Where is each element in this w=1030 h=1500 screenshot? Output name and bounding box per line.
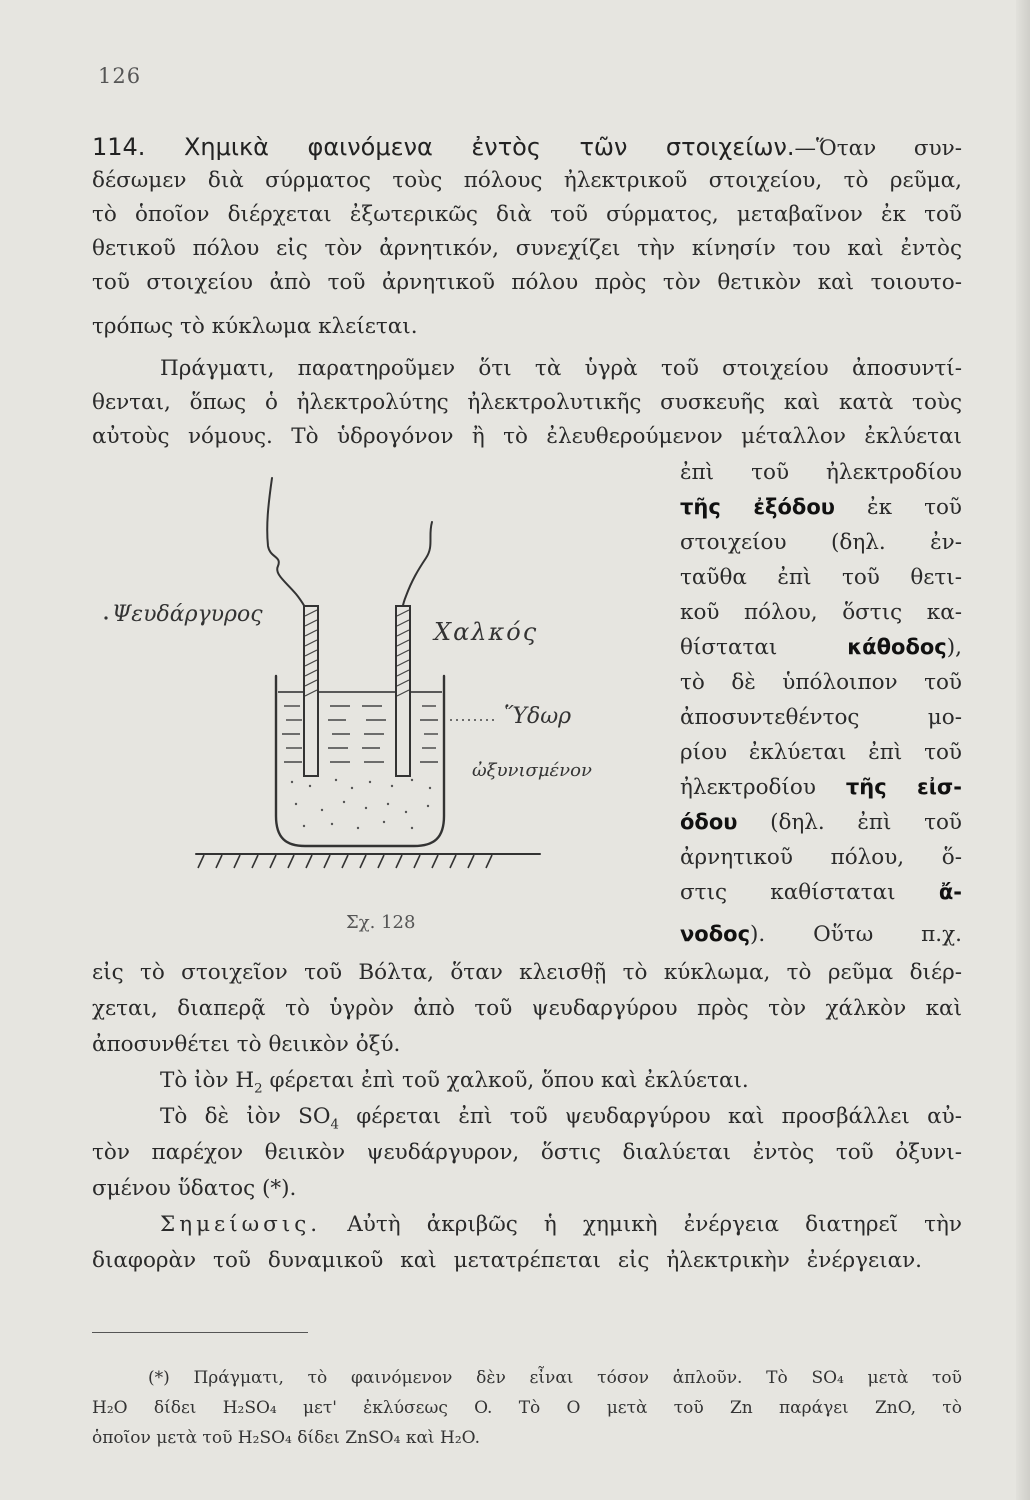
side-line-8: ἀποσυντεθέντος μο- — [680, 705, 962, 730]
acidified-label: ὠξυνισμένον — [472, 760, 592, 781]
para3-line-0: εἰς τὸ στοιχεῖον τοῦ Βόλτα, ὅταν κλεισθῇ τὸ κύκλωμα, τὸ ρεῦμα διέρ- — [92, 960, 962, 985]
side-line-3: στοιχείου (δηλ. ἐν- — [680, 530, 962, 555]
side-line-11 — [680, 806, 962, 839]
para1-line-2: τὸ ὁποῖον διέρχεται ἐξωτερικῶς διὰ τοῦ σύρματος, μεταβαῖνον ἐκ τοῦ — [92, 202, 962, 227]
para1-line-4: τοῦ στοιχείου ἀπὸ τοῦ ἀρνητικοῦ πόλου πρὸς τὸν θετικὸν καὶ τοιουτο- — [92, 270, 962, 295]
term-eisodos-cont: όδου — [680, 810, 738, 834]
para1-line-3: θετικοῦ πόλου εἰς τὸν ἀρνητικόν, συνεχίζει τὴν κίνησίν του καὶ ἐντὸς — [92, 236, 962, 261]
side-line-7: τὸ δὲ ὑπόλοιπον τοῦ — [680, 670, 962, 695]
para1-line-5: τρόπως τὸ κύκλωμα κλείεται. — [92, 314, 418, 339]
leader-dot — [104, 616, 107, 619]
side-line-13 — [680, 876, 962, 909]
para4-sub: 2 — [254, 1081, 263, 1097]
term-eisodos: τῆς εἰσ- — [845, 775, 962, 799]
para4-pre: Τὸ ἰὸν H — [160, 1068, 255, 1093]
side-line-14 — [680, 918, 962, 951]
side-line-10 — [680, 771, 962, 804]
footnote-line-2: ὁποῖον μετὰ τοῦ H₂SO₄ δίδει ZnSO₄ καὶ H₂O. — [92, 1428, 480, 1448]
water-label: Ὕδωρ — [504, 704, 572, 729]
para4-post: φέρεται ἐπὶ τοῦ χαλκοῦ, ὅπου καὶ ἐκλύεται. — [262, 1068, 749, 1093]
note-rest: Αὐτὴ ἀκριβῶς ἡ χημικὴ ἐνέργεια διατηρεῖ τὴν — [321, 1212, 962, 1237]
side-line-2-rest: ἐκ τοῦ — [867, 495, 963, 520]
side-line-11-rest: (δηλ. ἐπὶ τοῦ — [770, 810, 962, 835]
footnote-line-1: H₂O δίδει H₂SO₄ μετ' ἐκλύσεως O. Τὸ O μετὰ τοῦ Zn παράγει ZnO, τὸ — [92, 1398, 962, 1418]
figure-caption: Σχ. 128 — [346, 912, 416, 933]
para2-line-1: θενται, ὅπως ὁ ἠλεκτρολύτης ἠλεκτρολυτικῆς συσκευῆς καὶ κατὰ τοὺς — [92, 390, 962, 415]
zinc-wire — [267, 478, 309, 611]
note-line-1: διαφορὰν τοῦ δυναμικοῦ καὶ μετατρέπεται εἰς ἠλεκτρικὴν ἐνέργειαν. — [92, 1248, 922, 1273]
copper-wire — [402, 522, 432, 609]
liquid — [278, 692, 442, 762]
ground-hatching — [198, 855, 492, 868]
beaker — [276, 676, 444, 846]
copper-label: Χαλκός — [434, 618, 539, 646]
term-kathodos: κάθοδος — [847, 635, 947, 659]
footnote-rule — [92, 1332, 308, 1333]
para5-line-2: σμένου ὕδατος (*). — [92, 1176, 297, 1201]
voltaic-cell-figure — [100, 466, 592, 876]
page-edge — [1016, 0, 1030, 1500]
note-line-0 — [160, 1208, 962, 1242]
liquid-dots — [291, 779, 431, 829]
section-heading-line — [92, 130, 962, 166]
side-line-2 — [680, 491, 962, 524]
term-anodos-cont: νοδος — [680, 922, 751, 946]
term-exodos: τῆς ἐξόδου — [680, 495, 835, 519]
side-line-6-pre: θίσταται — [680, 635, 778, 660]
para5-pre: Τὸ δὲ ἰὸν SO — [160, 1104, 331, 1129]
side-line-6-post: ), — [946, 635, 962, 660]
note-label: Σημείωσις. — [160, 1212, 322, 1237]
footnote-line-0: (*) Πράγματι, τὸ φαινόμενον δὲν εἶναι τόσον ἁπλοῦν. Τὸ SO₄ μετὰ τοῦ — [148, 1368, 962, 1388]
side-line-9: ρίου ἐκλύεται ἐπὶ τοῦ — [680, 740, 962, 765]
side-line-14-rest: ). Οὕτω π.χ. — [750, 922, 962, 947]
para2-line-0: Πράγματι, παρατηροῦμεν ὅτι τὰ ὑγρὰ τοῦ στοιχείου ἀποσυντί- — [160, 356, 962, 381]
side-line-1: ἐπὶ τοῦ ἠλεκτροδίου — [680, 460, 962, 485]
side-line-10-pre: ἠλεκτροδίου — [680, 775, 816, 800]
para1-line-1: δέσωμεν διὰ σύρματος τοὺς πόλους ἠλεκτρικοῦ στοιχείου, τὸ ρεῦμα, — [92, 168, 962, 193]
para3-line-1: χεται, διαπερᾷ τὸ ὑγρὸν ἀπὸ τοῦ ψευδαργύρου πρὸς τὸν χάλκὸν καὶ — [92, 996, 962, 1021]
para5-post: φέρεται ἐπὶ τοῦ ψευδαργύρου καὶ προσβάλλει αὐ- — [338, 1104, 962, 1129]
page-number: 126 — [98, 64, 142, 88]
zinc-electrode — [304, 606, 318, 776]
side-line-5: κοῦ πόλου, ὅστις κα- — [680, 600, 962, 625]
side-line-6 — [680, 631, 962, 664]
zinc-label: Ψευδάργυρος — [112, 602, 263, 627]
para2-line-2: αὐτοὺς νόμους. Τὸ ὑδρογόνον ἢ τὸ ἐλευθερούμενον μέταλλον ἐκλύεται — [92, 424, 962, 449]
term-anodos: ἄ- — [938, 880, 962, 904]
side-line-13-pre: στις καθίσταται — [680, 880, 896, 905]
voltaic-cell-drawing — [100, 466, 580, 876]
para3-line-2: ἀποσυνθέτει τὸ θειικὸν ὀξύ. — [92, 1032, 401, 1057]
section-heading: 114. Χημικὰ φαινόμενα ἐντὸς τῶν στοιχείων. — [92, 133, 795, 161]
side-line-4: ταῦθα ἐπὶ τοῦ θετι- — [680, 565, 962, 590]
para5-line-1: τὸν παρέχον θειικὸν ψευδάργυρον, ὅστις διαλύεται ἐντὸς τοῦ ὀξυνι- — [92, 1140, 962, 1165]
copper-electrode — [396, 606, 410, 776]
para5-sub: 4 — [330, 1117, 339, 1133]
para1-line-0: —Ὅταν συν- — [794, 136, 962, 161]
side-line-12: ἀρνητικοῦ πόλου, ὅ- — [680, 845, 962, 870]
